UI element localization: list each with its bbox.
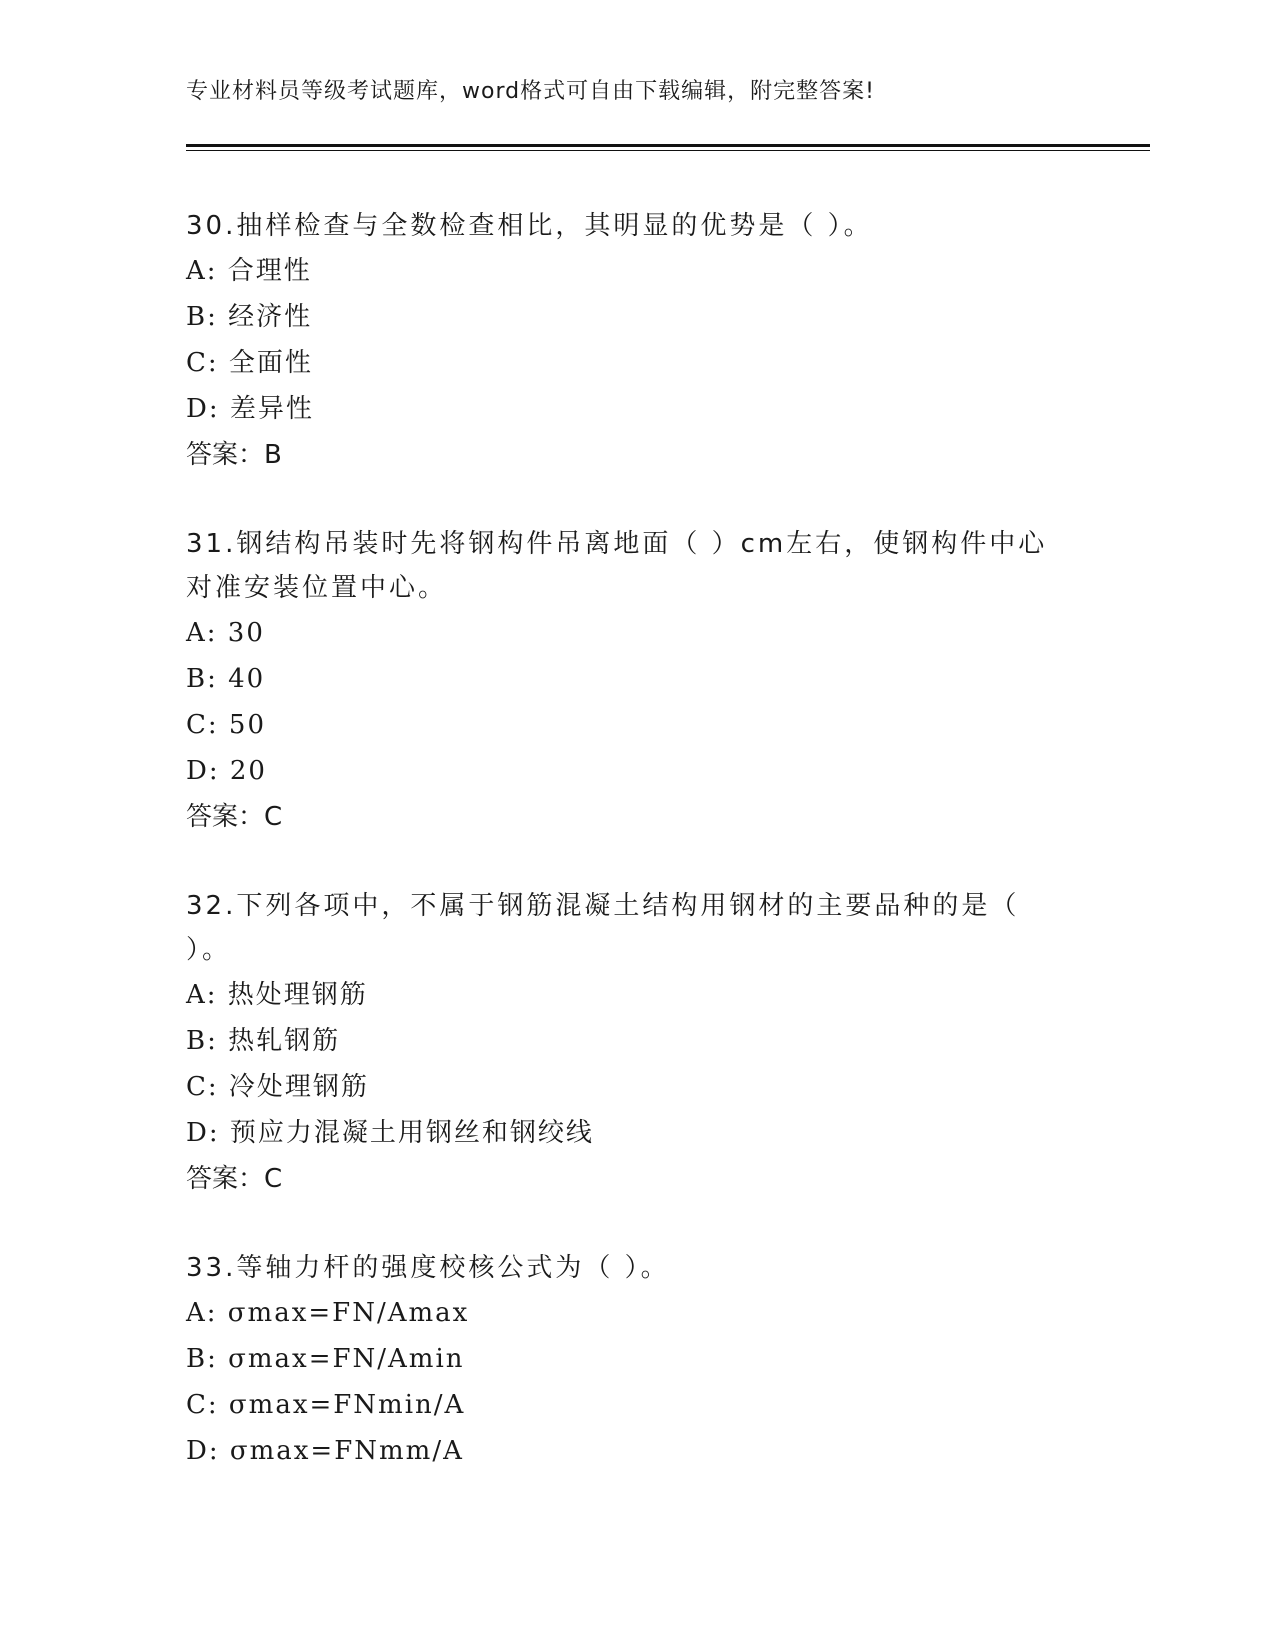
option-d: D: σmax=FNmm/A bbox=[186, 1436, 464, 1466]
answer: 答案：B bbox=[186, 440, 282, 470]
question-stem: 33.等轴力杆的强度校核公式为（ ）。 bbox=[186, 1253, 670, 1283]
option-d: D: 预应力混凝土用钢丝和钢绞线 bbox=[186, 1118, 594, 1148]
answer: 答案：C bbox=[186, 1164, 283, 1194]
option-a: A: 合理性 bbox=[186, 256, 312, 286]
option-b: B: σmax=FN/Amin bbox=[186, 1344, 465, 1374]
option-d: D: 差异性 bbox=[186, 394, 314, 424]
question-stem: 32.下列各项中，不属于钢筋混凝土结构用钢材的主要品种的是（ ）。 bbox=[186, 891, 1020, 965]
option-b: B: 40 bbox=[186, 664, 266, 694]
option-c: C: 50 bbox=[186, 710, 267, 740]
question-list bbox=[186, 204, 1066, 1518]
option-c: C: 全面性 bbox=[186, 348, 313, 378]
option-a: A: σmax=FN/Amax bbox=[186, 1298, 470, 1328]
question-stem: 31.钢结构吊装时先将钢构件吊离地面（ ）cm左右，使钢构件中心对准安装位置中心。 bbox=[186, 529, 1048, 603]
option-a: A: 30 bbox=[186, 618, 265, 648]
question-33 bbox=[186, 1246, 1066, 1474]
answer: 答案：C bbox=[186, 802, 283, 832]
header-divider-thick bbox=[186, 144, 1150, 147]
question-30 bbox=[186, 204, 1066, 478]
option-b: B: 热轧钢筋 bbox=[186, 1026, 341, 1056]
option-c: C: 冷处理钢筋 bbox=[186, 1072, 369, 1102]
page-header: 专业材料员等级考试题库，word格式可自由下载编辑，附完整答案! bbox=[186, 79, 875, 104]
header-divider-thin bbox=[186, 150, 1150, 151]
question-32 bbox=[186, 884, 1066, 1202]
option-b: B: 经济性 bbox=[186, 302, 313, 332]
option-a: A: 热处理钢筋 bbox=[186, 980, 368, 1010]
question-stem: 30.抽样检查与全数检查相比，其明显的优势是（ ）。 bbox=[186, 211, 873, 241]
option-c: C: σmax=FNmin/A bbox=[186, 1390, 466, 1420]
option-d: D: 20 bbox=[186, 756, 267, 786]
question-31 bbox=[186, 522, 1066, 840]
